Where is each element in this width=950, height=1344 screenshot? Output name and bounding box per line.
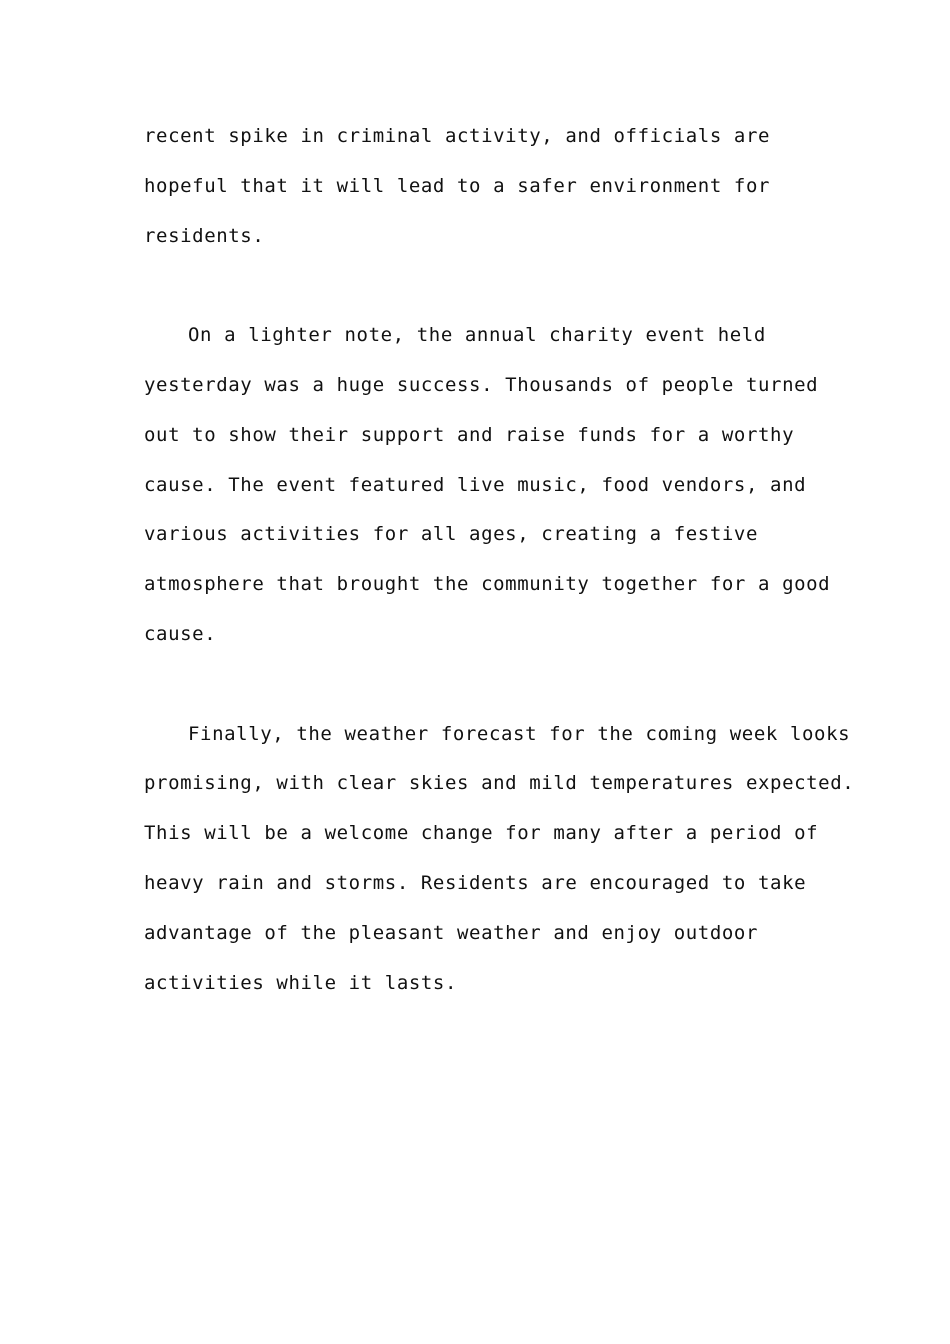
paragraph-spacer xyxy=(144,261,844,311)
paragraph-line: activities while it lasts. xyxy=(144,971,458,994)
paragraph-line: This will be a welcome change for many after a period of xyxy=(144,822,819,845)
paragraph-line: cause. xyxy=(144,622,217,645)
document-body xyxy=(144,112,855,1008)
paragraph-spacer xyxy=(144,660,844,710)
paragraph-line: On a lighter note, the annual charity event held xyxy=(188,324,766,347)
paragraph-line: yesterday was a huge success. Thousands of people turned xyxy=(144,373,819,396)
paragraph-line: advantage of the pleasant weather and enjoy outdoor xyxy=(144,921,758,944)
paragraph-charity-event xyxy=(144,311,844,660)
paragraph-line: atmosphere that brought the community together for a good xyxy=(144,573,831,596)
paragraph-line: heavy rain and storms. Residents are encouraged to take xyxy=(144,871,807,894)
paragraph-line: Finally, the weather forecast for the coming week looks xyxy=(188,722,851,745)
paragraph-line: promising, with clear skies and mild temperatures expected. xyxy=(144,772,855,795)
paragraph-line: various activities for all ages, creating a festive xyxy=(144,523,758,546)
paragraph-line: recent spike in criminal activity, and officials are xyxy=(144,125,771,147)
paragraph-line: out to show their support and raise funds for a worthy xyxy=(144,423,795,446)
paragraph-line: cause. The event featured live music, food vendors, and xyxy=(144,473,807,496)
paragraph-line: residents. xyxy=(144,224,265,247)
paragraph-weather xyxy=(144,710,855,1009)
paragraph-line: hopeful that it will lead to a safer environment for xyxy=(144,174,771,197)
paragraph-crime xyxy=(144,112,844,261)
